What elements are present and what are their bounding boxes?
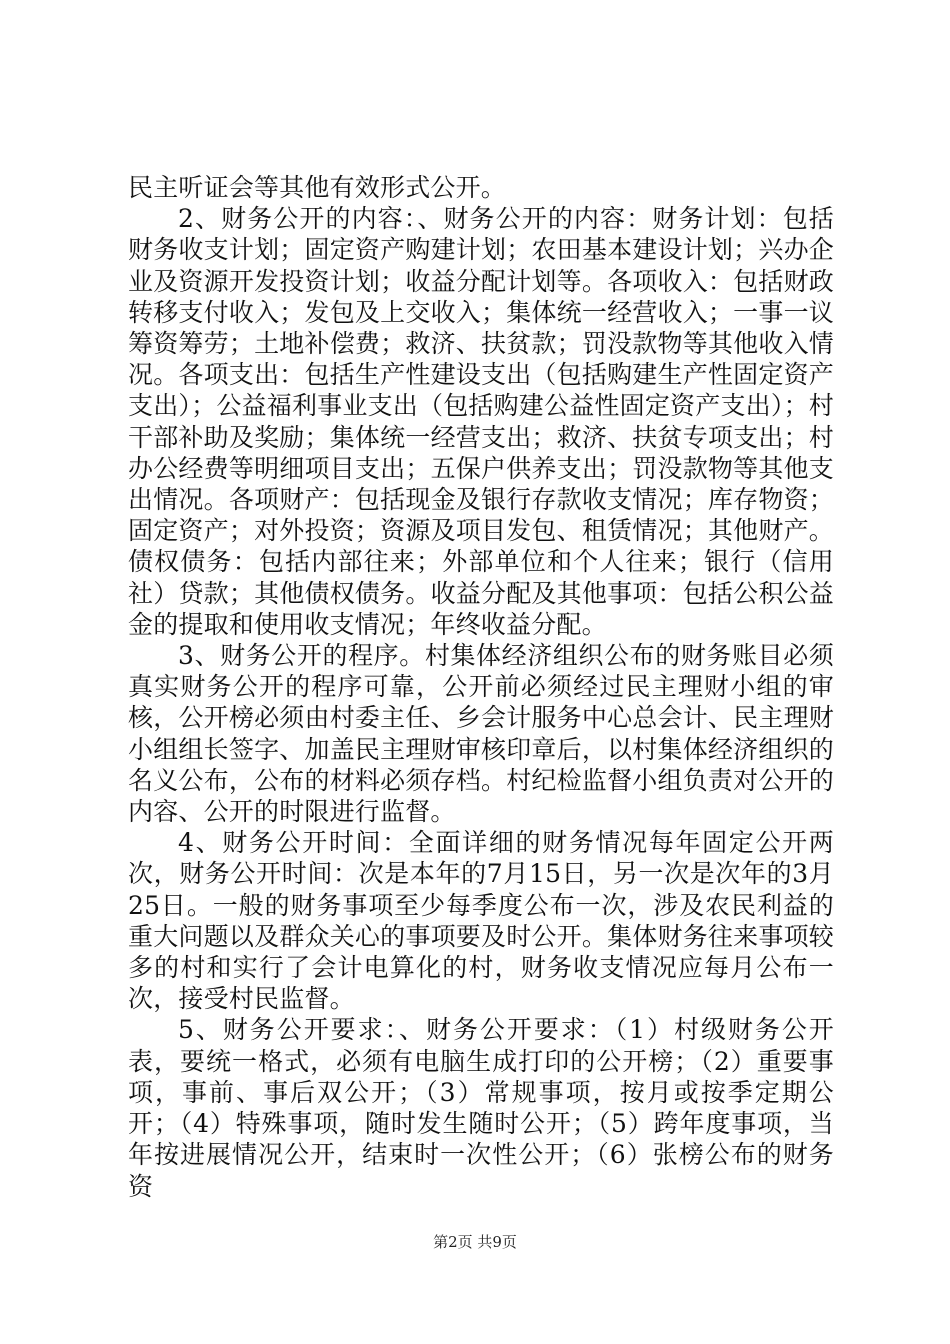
paragraph-disclosure-requirements: 5、财务公开要求：、财务公开要求：（1）村级财务公开表，要统一格式，必须有电脑生成打印的公开榜；（2）重要事项，事前、事后双公开；（3）常规事项，按月或按季定期公开；（4）特殊事项，随时发生随时公开；（5）跨年度事项，当年按进展情况公开，结束时一次性公开；（6）张榜公布的财务资 xyxy=(128,1015,834,1201)
page-number-footer: 第2页 共9页 xyxy=(433,1233,517,1251)
document-body xyxy=(128,172,834,1202)
paragraph-disclosure-procedure: 3、财务公开的程序。村集体经济组织公布的财务账目必须真实财务公开的程序可靠，公开前必须经过民主理财小组的审核，公开榜必须由村委主任、乡会计服务中心总会计、民主理财小组组长签字、加盖民主理财审核印章后，以村集体经济组织的名义公布，公布的材料必须存档。村纪检监督小组负责对公开的内容、公开的时限进行监督。 xyxy=(128,641,834,827)
paragraph-continuation: 民主听证会等其他有效形式公开。 xyxy=(128,173,507,202)
paragraph-disclosure-content: 2、财务公开的内容：、财务公开的内容：财务计划：包括财务收支计划；固定资产购建计划；农田基本建设计划；兴办企业及资源开发投资计划；收益分配计划等。各项收入：包括财政转移支付收入；发包及上交收入；集体统一经营收入；一事一议筹资筹劳；土地补偿费；救济、扶贫款；罚没款物等其他收入情况。各项支出：包括生产性建设支出（包括购建生产性固定资产支出）；公益福利事业支出（包括购建公益性固定资产支出）；村干部补助及奖励；集体统一经营支出；救济、扶贫专项支出；村办公经费等明细项目支出；五保户供养支出；罚没款物等其他支出情况。各项财产：包括现金及银行存款收支情况；库存物资；固定资产；对外投资；资源及项目发包、租赁情况；其他财产。债权债务：包括内部往来；外部单位和个人往来；银行（信用社）贷款；其他债权债务。收益分配及其他事项：包括公积公益金的提取和使用收支情况；年终收益分配。 xyxy=(128,204,834,639)
paragraph-disclosure-time: 4、财务公开时间：全面详细的财务情况每年固定公开两次，财务公开时间：次是本年的7月15日，另一次是次年的3月25日。一般的财务事项至少每季度公布一次，涉及农民利益的重大问题以及群众关心的事项要及时公开。集体财务往来事项较多的村和实行了会计电算化的村，财务收支情况应每月公布一次，接受村民监督。 xyxy=(128,828,834,1014)
